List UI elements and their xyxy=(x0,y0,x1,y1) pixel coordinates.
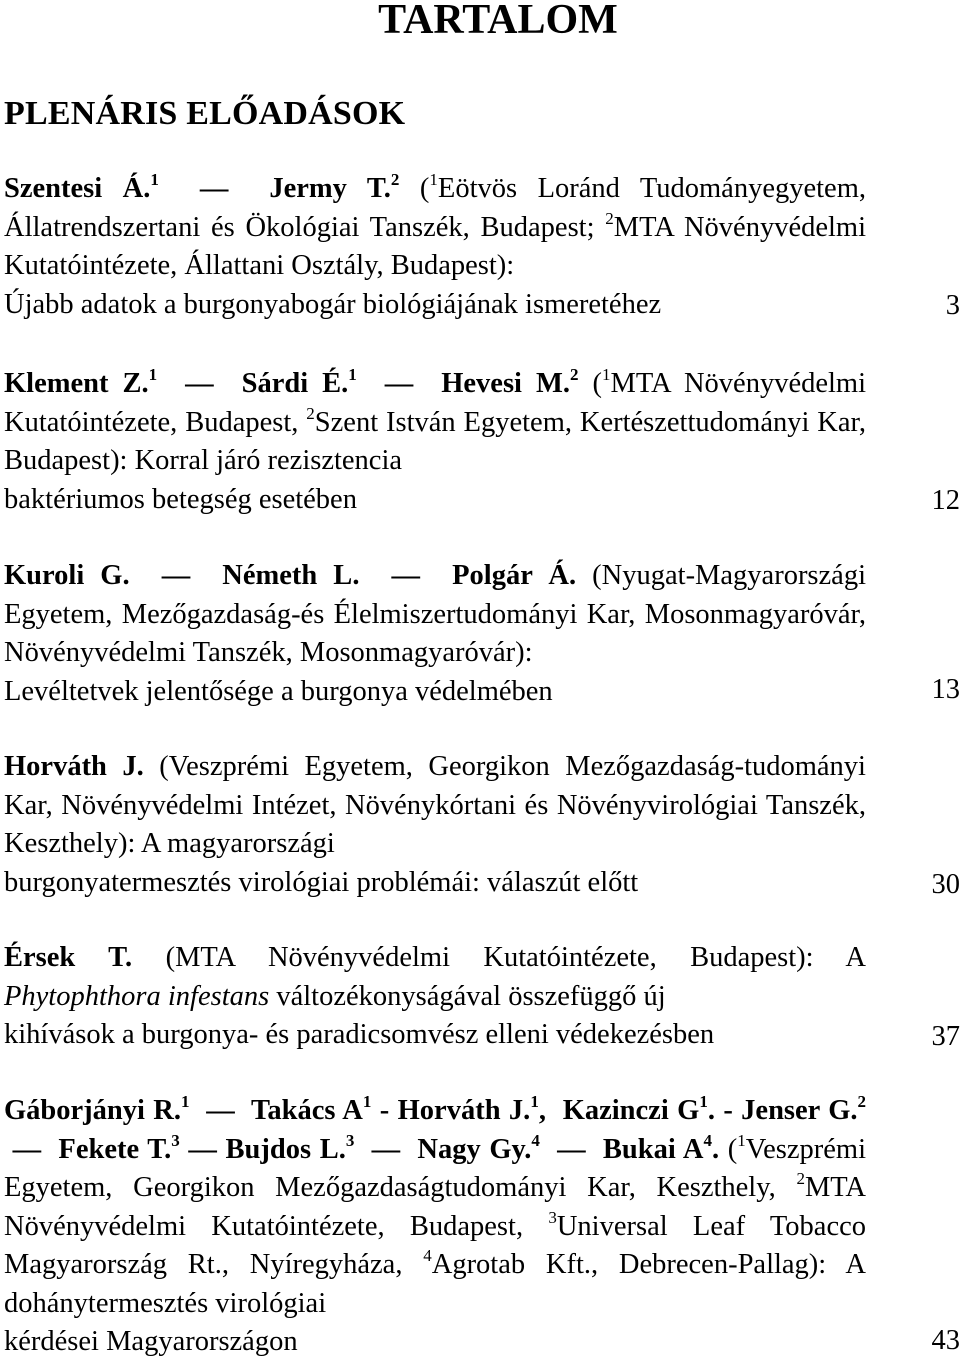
entry-affiliation: ($^1$MTA Növényvédelmi Kutatóintézete, Budapest, $^2$Szent István Egyetem, Kertészettudományi Kar, Budapest): Korral járó rezisztencia xyxy=(4,365,866,476)
toc-entry[interactable] xyxy=(4,1092,866,1362)
entry-authors: Horváth J. xyxy=(4,751,144,782)
page-title: TARTALOM xyxy=(378,0,618,43)
entry-authors: Érsek T. xyxy=(4,942,133,973)
entry-title: Levéltetvek jelentősége a burgonya védelmében xyxy=(4,675,553,707)
entry-affiliation: (MTA Növényvédelmi Kutatóintézete, Budapest): A Phytophthora infestans változékonyságával összefüggő új xyxy=(4,942,866,1012)
entry-authors: Kuroli G. — Németh L. — Polgár Á. xyxy=(4,560,577,591)
toc-entry[interactable] xyxy=(4,557,866,711)
page-number[interactable]: 12 xyxy=(931,485,960,516)
entry-title: kihívások a burgonya- és paradicsomvész elleni védekezésben xyxy=(4,1019,715,1050)
entry-title: kérdései Magyarországon xyxy=(4,1326,298,1357)
page-number[interactable]: 13 xyxy=(931,674,960,705)
page-number[interactable]: 30 xyxy=(931,869,960,900)
page-number[interactable]: 3 xyxy=(945,290,960,321)
entry-affiliation: ($^1$Eötvös Loránd Tudományegyetem, Állatrendszertani és Ökológiai Tanszék, Budapest; $^2$MTA Növényvédelmi Kutatóintézete, Állattani Osztály, Budapest): xyxy=(4,170,867,281)
toc-entry[interactable] xyxy=(4,365,866,519)
page-number[interactable]: 37 xyxy=(931,1021,960,1052)
page-number[interactable]: 43 xyxy=(931,1325,960,1356)
entry-authors: Klement Z.$^1$ — Sárdi É.$^1$ — Hevesi M.$^2$ xyxy=(4,365,579,399)
toc-entry[interactable] xyxy=(4,170,866,324)
entry-authors: Gáborjányi R.$^1$ — Takács $A^1$ - Horváth J.$^1$, Kazinczi $G^1$. - Jenser G.$^2$ — Fekete T.$^3$ — Bujdos L.$^3$ — Nagy Gy.$^4$ — Bukai $A^4$. xyxy=(4,1092,866,1165)
entry-affiliation: ($^1$Veszprémi Egyetem, Georgikon Mezőgazdaságtudományi Kar, Keszthely, $^2$MTA Növényvédelmi Kutatóintézete, Budapest, $^3$Universal Leaf Tobacco Magyarország Rt., Nyíregyháza, $^4$Agrotab Kft., Debrecen-Pallag): A dohánytermesztés virológiai xyxy=(4,1130,867,1319)
toc-entry[interactable] xyxy=(4,748,866,902)
entry-title: burgonyatermesztés virológiai problémái: válaszút előtt xyxy=(4,866,639,898)
section-heading: PLENÁRIS ELŐADÁSOK xyxy=(4,95,406,132)
entry-title: Újabb adatok a burgonyabogár biológiájának ismeretéhez xyxy=(4,288,662,320)
entry-authors: Szentesi Á.$^1$ — Jermy T.$^2$ xyxy=(4,170,400,204)
toc-entry[interactable] xyxy=(4,939,866,1055)
entry-title: baktériumos betegség esetében xyxy=(4,483,357,515)
entry-affiliation: (Nyugat-Magyarországi Egyetem, Mezőgazdaság-és Élelmiszertudományi Kar, Mosonmagyaróvár, Növényvédelmi Tanszék, Mosonmagyaróvár): xyxy=(4,560,866,668)
entry-affiliation: (Veszprémi Egyetem, Georgikon Mezőgazdaság-tudományi Kar, Növényvédelmi Intézet, Növénykórtani és Növényvirológiai Tanszék, Keszthely): A magyarországi xyxy=(4,751,866,859)
